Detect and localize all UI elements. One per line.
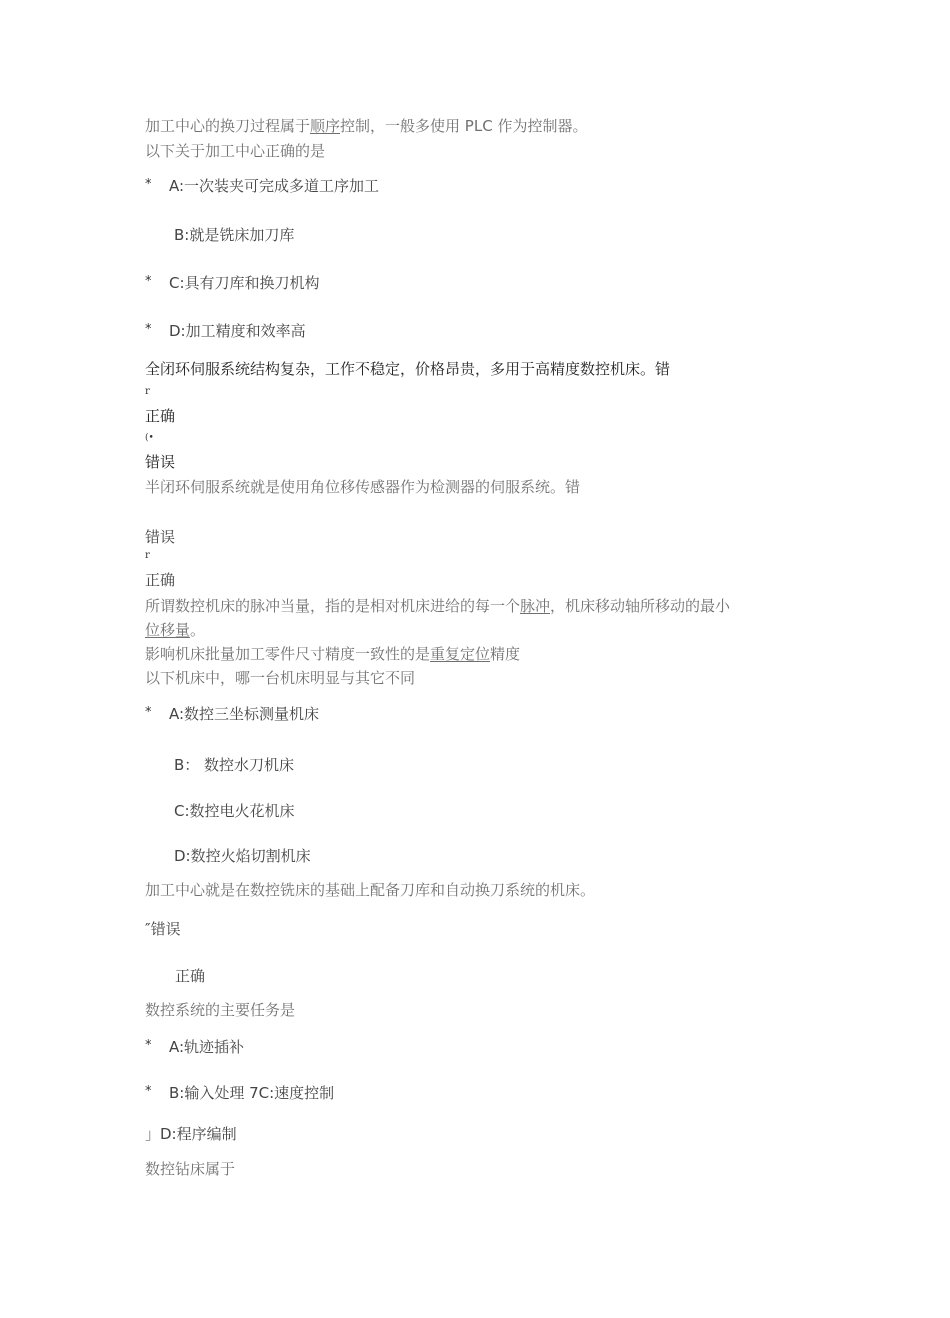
radio-mark[interactable]: r [145,386,150,397]
fill-blank-question-6 [145,644,520,664]
selected-marker: * [145,705,152,720]
option-d[interactable]: 」D:程序编制 [145,1125,237,1143]
selected-marker: * [145,1084,152,1099]
question-text: 精度 [490,645,521,663]
fill-blank-question-5 [145,596,730,616]
option-correct[interactable]: 正确 [175,967,206,985]
option-correct[interactable]: 正确 [145,407,176,425]
radio-mark[interactable]: r [145,550,150,561]
question-10-text: 数控钻床属于 [145,1160,236,1178]
option-b-c[interactable]: B:输入处理 7C:速度控制 [169,1084,335,1102]
option-c[interactable]: C:具有刀库和换刀机构 [169,274,320,292]
option-a[interactable]: A:数控三坐标测量机床 [169,705,320,723]
question-7-text: 以下机床中，哪一台机床明显与其它不同 [145,669,416,687]
question-text: 控制，一般多使用 PLC 作为控制器。 [340,117,588,135]
selected-marker: * [145,322,152,337]
option-c[interactable]: C:数控电火花机床 [174,802,295,820]
answer-blank: 顺序 [310,117,341,135]
answer-blank: 重复定位 [430,645,491,663]
option-d[interactable]: D:加工精度和效率高 [169,322,306,340]
selected-marker: * [145,1038,152,1053]
option-d[interactable]: D:数控火焰切割机床 [174,847,311,865]
option-wrong[interactable]: ″错误 [145,920,181,938]
option-wrong[interactable]: 错误 [145,453,176,471]
question-text: 所谓数控机床的脉冲当量，指的是相对机床进给的每一个 [145,597,521,615]
option-wrong[interactable]: 错误 [145,528,176,546]
selected-marker: * [145,177,152,192]
radio-mark-selected[interactable]: (• [145,433,154,443]
selected-marker: * [145,274,152,289]
question-2-text: 以下关于加工中心正确的是 [145,142,326,160]
question-text: ，机床移动轴所移动的最小 [550,597,731,615]
fill-blank-question-5-cont [145,620,205,640]
question-text: 加工中心的换刀过程属于 [145,117,311,135]
fill-blank-question-1 [145,116,587,136]
question-text: 影响机床批量加工零件尺寸精度一致性的是 [145,645,431,663]
option-a[interactable]: A:一次装夹可完成多道工序加工 [169,177,380,195]
answer-blank: 脉冲 [520,597,551,615]
question-text: 。 [190,621,206,639]
option-a[interactable]: A:轨迹插补 [169,1038,245,1056]
question-4-text: 半闭环伺服系统就是使用角位移传感器作为检测器的伺服系统。错 [145,478,581,496]
question-3-text: 全闭环伺服系统结构复杂，工作不稳定，价格昂贵，多用于高精度数控机床。错 [145,360,671,378]
option-b[interactable]: B： 数控水刀机床 [174,756,295,774]
option-correct[interactable]: 正确 [145,571,176,589]
question-9-text: 数控系统的主要任务是 [145,1001,296,1019]
answer-blank: 位移量 [145,621,191,639]
option-b[interactable]: B:就是铣床加刀库 [174,226,295,244]
question-8-text: 加工中心就是在数控铣床的基础上配备刀库和自动换刀系统的机床。 [145,881,596,899]
